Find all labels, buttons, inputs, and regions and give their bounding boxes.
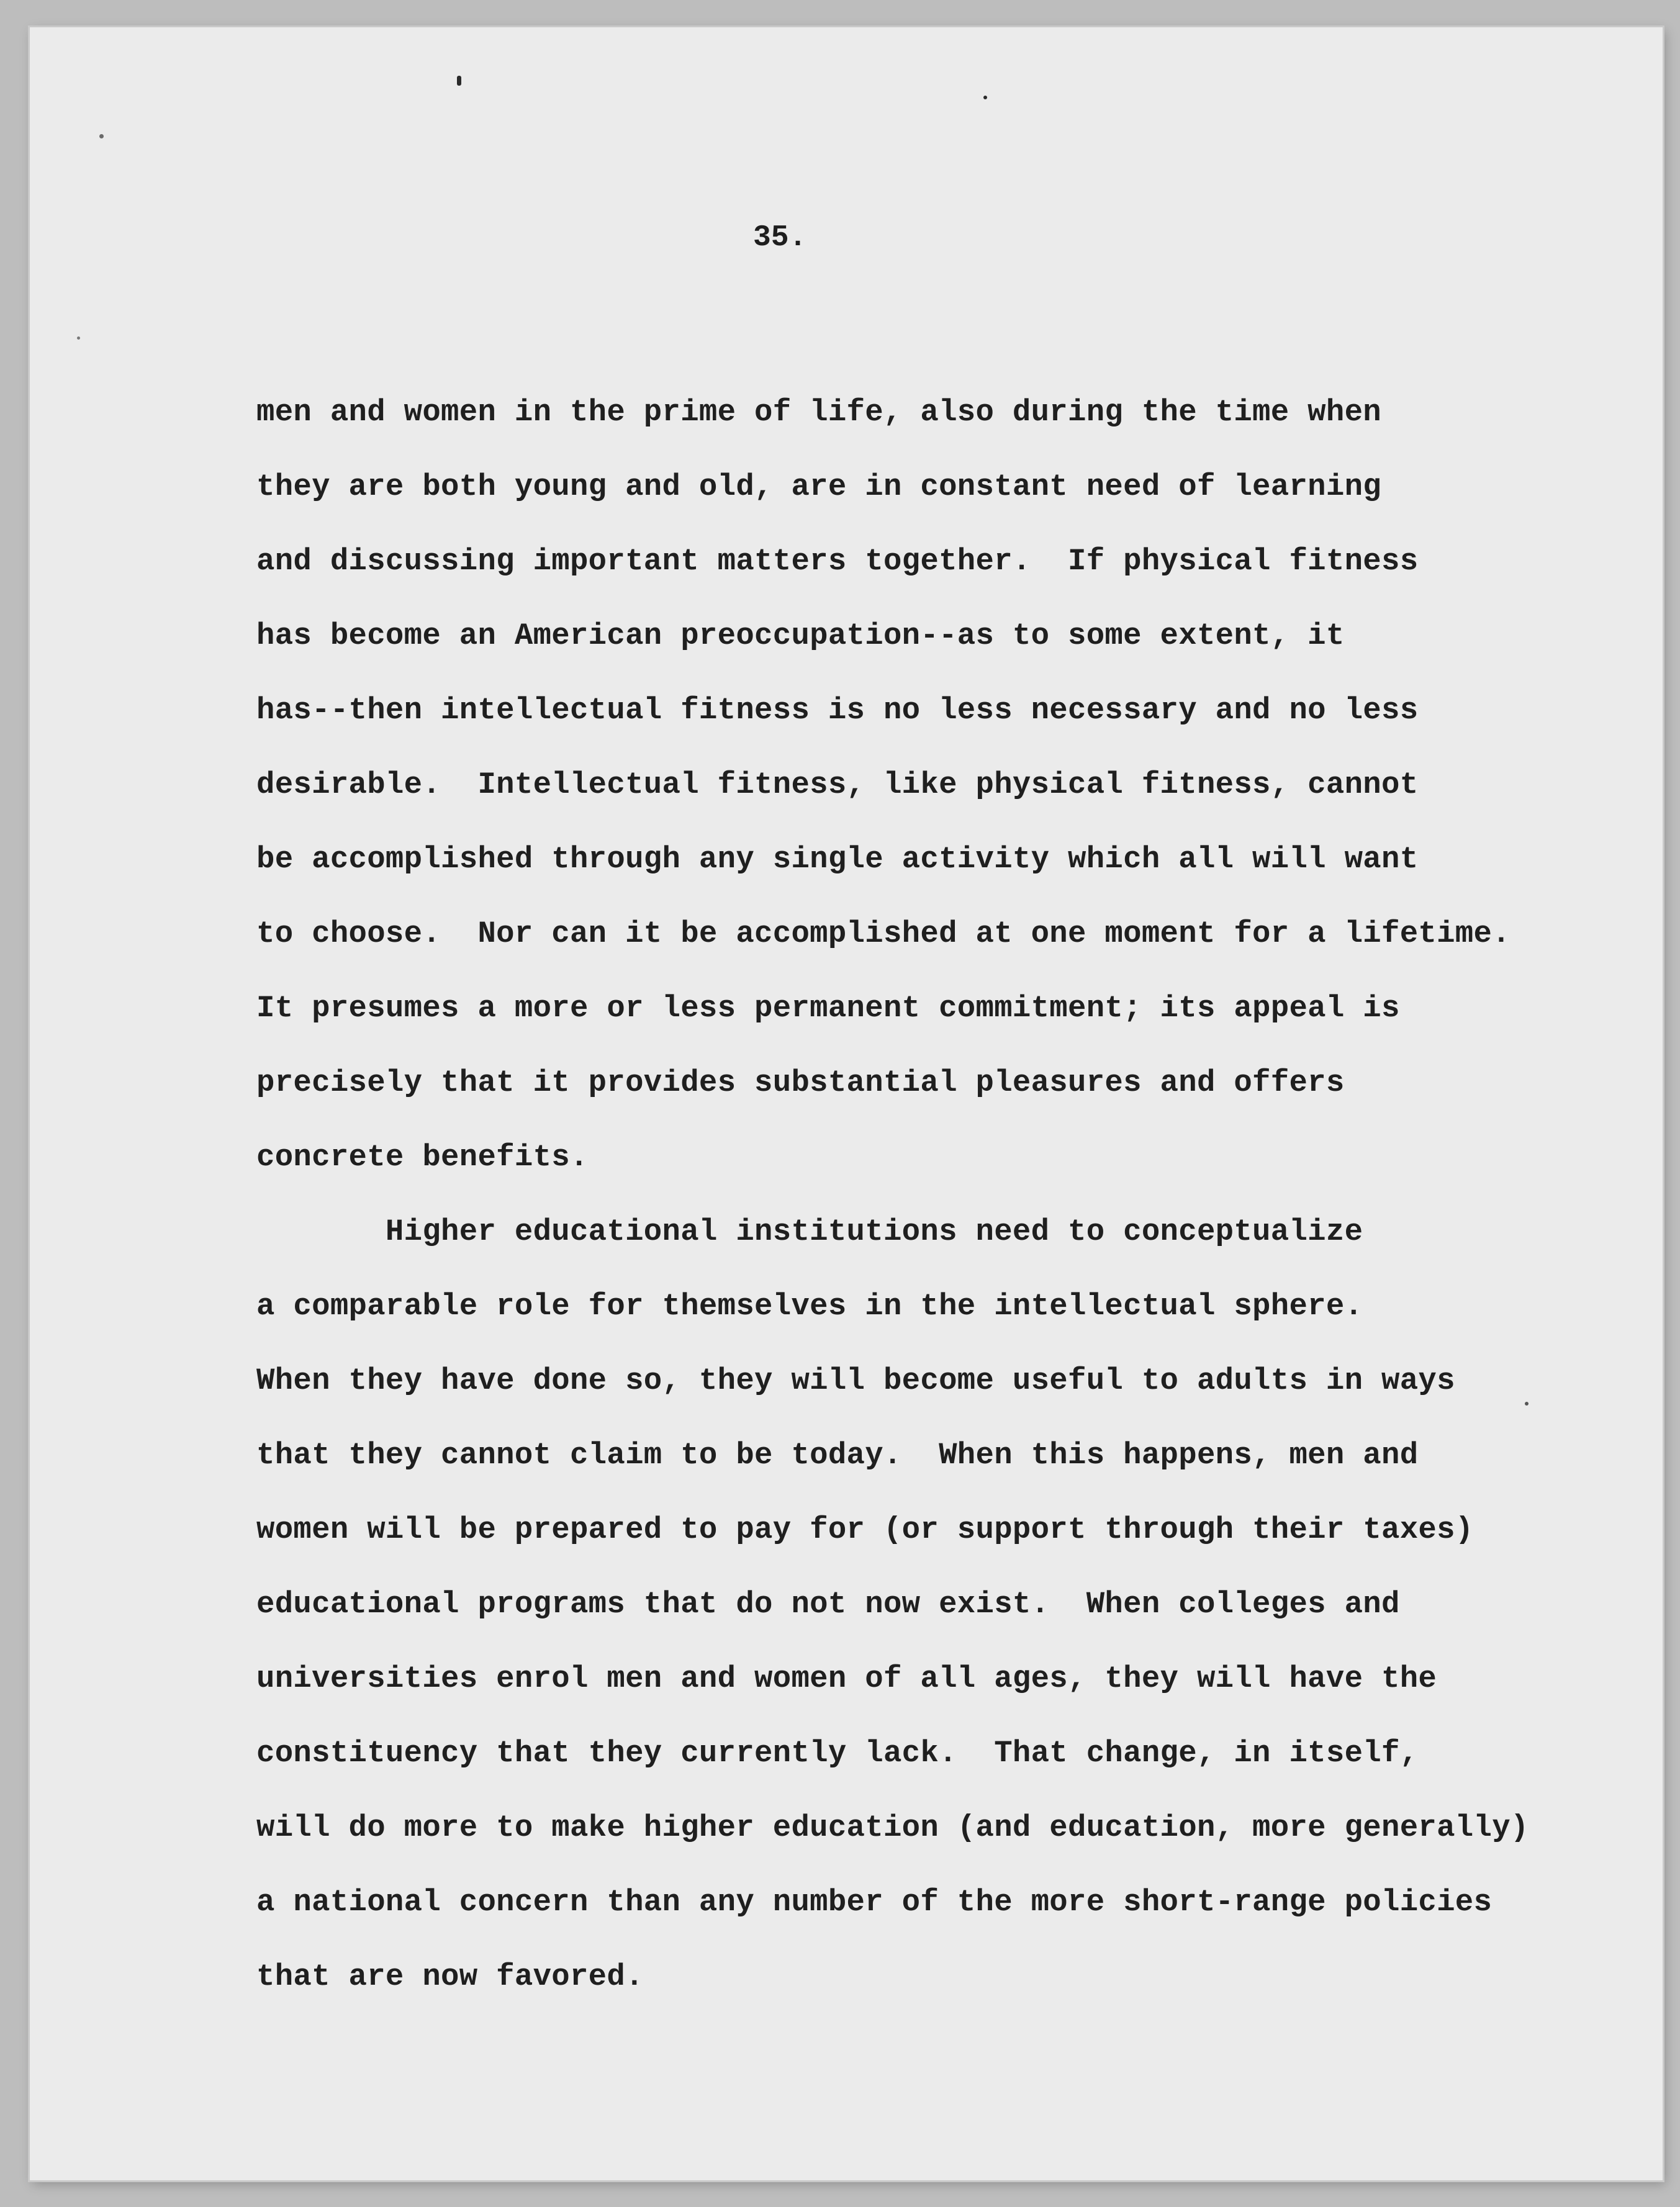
text-line: a comparable role for themselves in the intellectual sphere. (256, 1289, 1363, 1324)
body-text (256, 375, 1622, 2014)
text-line: that they cannot claim to be today. When this happens, men and (256, 1438, 1419, 1473)
text-line: they are both young and old, are in constant need of learning (256, 469, 1381, 504)
page-number: 35. (753, 221, 807, 255)
scan-speck (983, 96, 987, 99)
text-line: precisely that it provides substantial pleasures and offers (256, 1065, 1345, 1100)
text-line: educational programs that do not now exist. When colleges and (256, 1587, 1400, 1622)
text-line: and discussing important matters together. If physical fitness (256, 544, 1419, 579)
scan-speck (99, 134, 104, 138)
document-page (30, 27, 1663, 2180)
text-line: will do more to make higher education (and education, more generally) (256, 1810, 1529, 1845)
text-line: that are now favored. (256, 1959, 644, 1994)
text-line: women will be prepared to pay for (or support through their taxes) (256, 1512, 1474, 1547)
text-line: be accomplished through any single activity which all will want (256, 842, 1419, 877)
scan-speck (457, 76, 461, 86)
scan-speck (77, 336, 80, 340)
text-line: men and women in the prime of life, also during the time when (256, 395, 1381, 430)
text-line: constituency that they currently lack. That change, in itself, (256, 1736, 1419, 1771)
text-line: When they have done so, they will become useful to adults in ways (256, 1363, 1455, 1398)
text-line: has--then intellectual fitness is no less necessary and no less (256, 693, 1419, 728)
paragraph-start-line: Higher educational institutions need to conceptualize (256, 1214, 1363, 1249)
text-line: a national concern than any number of the more short-range policies (256, 1885, 1493, 1920)
text-line: It presumes a more or less permanent commitment; its appeal is (256, 991, 1400, 1026)
text-line: to choose. Nor can it be accomplished at one moment for a lifetime. (256, 916, 1511, 951)
text-line: concrete benefits. (256, 1140, 589, 1175)
text-line: has become an American preoccupation--as to some extent, it (256, 618, 1345, 653)
text-line: desirable. Intellectual fitness, like physical fitness, cannot (256, 767, 1419, 802)
text-line: universities enrol men and women of all ages, they will have the (256, 1661, 1437, 1696)
